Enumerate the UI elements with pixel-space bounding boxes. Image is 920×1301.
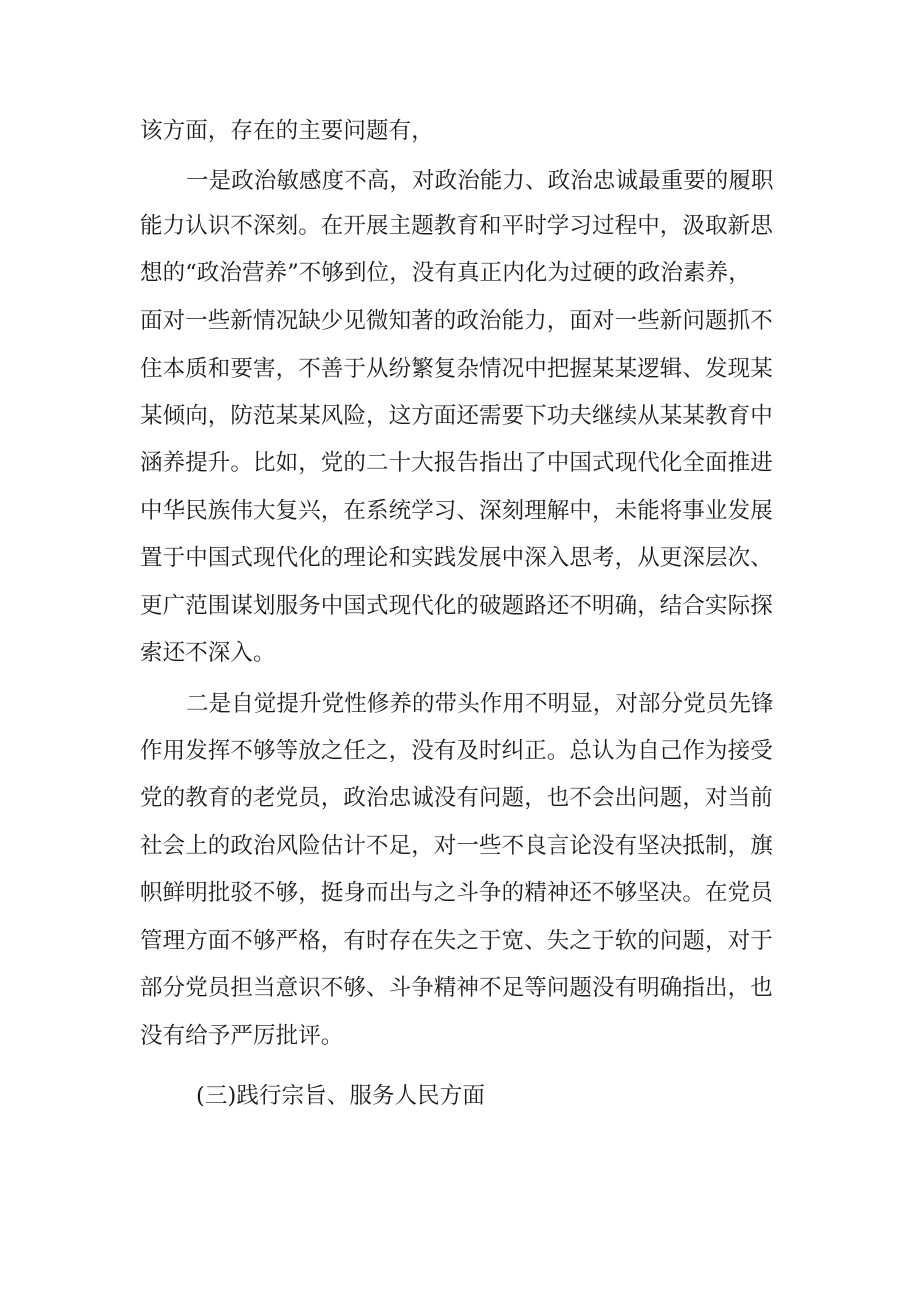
paragraph-1-line-2: 能力认识不深刻。在开展主题教育和平时学习过程中，汲取新思 — [140, 213, 773, 239]
paragraph-1-line-6: 某倾向，防范某某风险，这方面还需要下功夫继续从某某教育中 — [140, 403, 773, 429]
paragraph-1-line-8: 中华民族伟大复兴，在系统学习、深刻理解中，未能将事业发展 — [140, 498, 773, 524]
section-heading: (三)践行宗旨、服务人民方面 — [196, 1083, 485, 1109]
paragraph-2-line-6: 管理方面不够严格，有时存在失之于宽、失之于软的问题，对于 — [140, 928, 773, 954]
paragraph-2-line-8: 没有给予严厉批评。 — [140, 1023, 344, 1049]
paragraph-1-line-11: 索还不深入。 — [140, 640, 276, 666]
paragraph-1-line-3: 想的“政治营养”不够到位，没有真正内化为过硬的政治素养， — [140, 260, 751, 286]
paragraph-1-line-10: 更广范围谋划服务中国式现代化的破题路还不明确，结合实际探 — [140, 593, 773, 619]
paragraph-2-line-2: 作用发挥不够等放之任之，没有及时纠正。总认为自己作为接受 — [140, 738, 773, 764]
text-line-1: 该方面，存在的主要问题有， — [140, 118, 434, 144]
paragraph-2-line-4: 社会上的政治风险估计不足，对一些不良言论没有坚决抵制，旗 — [140, 833, 773, 859]
paragraph-1-line-7: 涵养提升。比如，党的二十大报告指出了中国式现代化全面推进 — [140, 450, 773, 476]
paragraph-1-line-1: 一是政治敏感度不高，对政治能力、政治忠诚最重要的履职 — [186, 168, 774, 194]
paragraph-2-line-5: 帜鲜明批驳不够，挺身而出与之斗争的精神还不够坚决。在党员 — [140, 880, 773, 906]
paragraph-2-line-7: 部分党员担当意识不够、斗争精神不足等问题没有明确指出，也 — [140, 975, 773, 1001]
paragraph-1-line-5: 住本质和要害，不善于从纷繁复杂情况中把握某某逻辑、发现某 — [140, 356, 773, 382]
paragraph-1-line-4: 面对一些新情况缺少见微知著的政治能力，面对一些新问题抓不 — [140, 308, 773, 334]
paragraph-2-line-3: 党的教育的老党员，政治忠诚没有问题，也不会出问题，对当前 — [140, 785, 773, 811]
paragraph-2-line-1: 二是自觉提升党性修养的带头作用不明显，对部分党员先锋 — [186, 691, 774, 717]
paragraph-1-line-9: 置于中国式现代化的理论和实践发展中深入思考，从更深层次、 — [140, 545, 773, 571]
